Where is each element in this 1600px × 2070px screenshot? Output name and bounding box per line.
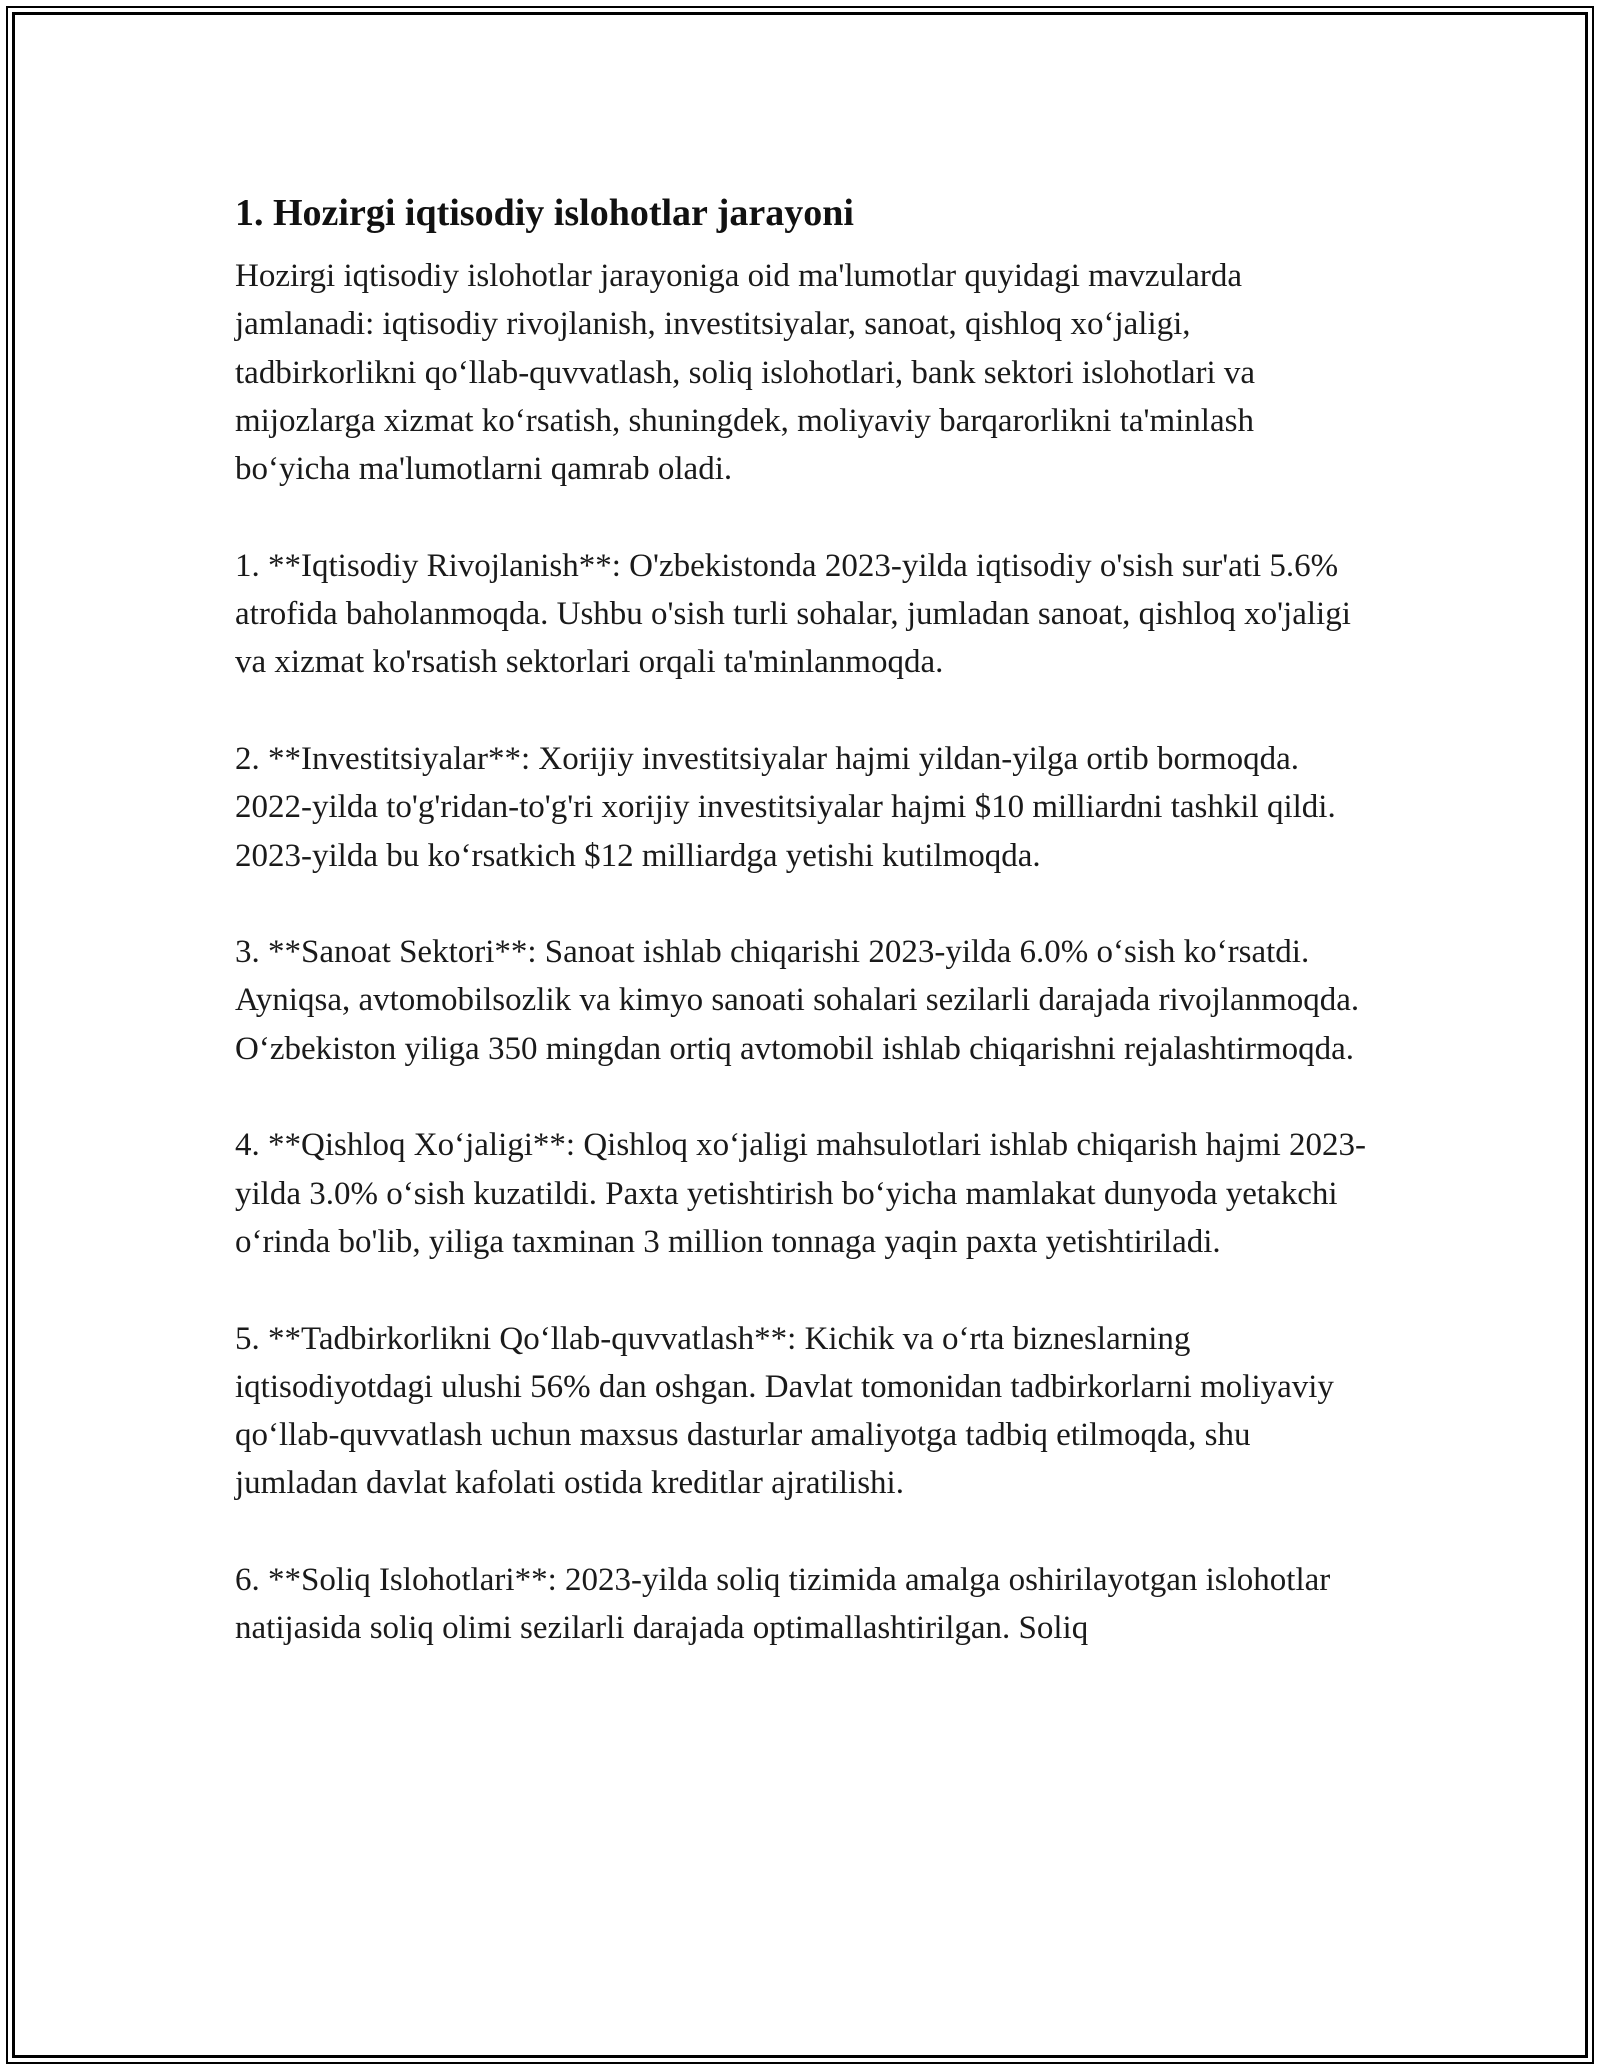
paragraph-tadbirkorlik: 5. **Tadbirkorlikni Qo‘llab-quvvatlash**: Kichik va o‘rta bizneslarning iqtisodiyotdagi ulushi 56% dan oshgan. Davlat tomonidan tadbirkorlarni moliyaviy qo‘llab-quvvatlash uchun maxsus dasturlar amaliyotga tadbiq etilmoqda, shu jumladan davlat kafolati ostida kreditlar ajratilishi. — [235, 1320, 1334, 1502]
paragraph-sanoat-sektori: 3. **Sanoat Sektori**: Sanoat ishlab chiqarishi 2023-yilda 6.0% o‘sish ko‘rsatdi. Ayniqsa, avtomobilsozlik va kimyo sanoati sohalari sezilarli darajada rivojlanmoqda. O‘zbekiston yiliga 350 mingdan ortiq avtomobil ishlab chiqarishni rejalashtirmoqda. — [235, 934, 1360, 1067]
paragraph-soliq-islohotlari: 6. **Soliq Islohotlari**: 2023-yilda soliq tizimida amalga oshirilayotgan islohotlar natijasida soliq olimi sezilarli darajada optimallashtirilgan. Soliq — [235, 1562, 1331, 1647]
paragraph-investitsiyalar: 2. **Investitsiyalar**: Xorijiy investitsiyalar hajmi yildan-yilga ortib bormoqda. 2022-yilda to'g'ridan-to'g'ri xorijiy investitsiyalar hajmi $10 milliardni tashkil qildi. 2023-yilda bu ko‘rsatkich $12 milliardga yetishi kutilmoqda. — [235, 740, 1336, 874]
document-body — [235, 188, 1375, 1701]
paragraph-qishloq-xojaligi: 4. **Qishloq Xo‘jaligi**: Qishloq xo‘jaligi mahsulotlari ishlab chiqarish hajmi 2023-yilda 3.0% o‘sish kuzatildi. Paxta yetishtirish bo‘yicha mamlakat dunyoda yetakchi o‘rinda bo'lib, yiliga taxminan 3 million tonnaga yaqin paxta yetishtiriladi. — [235, 1127, 1367, 1260]
document-title: 1. Hozirgi iqtisodiy islohotlar jarayoni — [235, 192, 854, 234]
intro-paragraph: Hozirgi iqtisodiy islohotlar jarayoniga oid ma'lumotlar quyidagi mavzularda jamlanadi: iqtisodiy rivojlanish, investitsiyalar, sanoat, qishloq xo‘jaligi, tadbirkorlikni qo‘llab-quvvatlash, soliq islohotlari, bank sektori islohotlari va mijozlarga xizmat ko‘rsatish, shuningdek, moliyaviy barqarorlikni ta'minlash bo‘yicha ma'lumotlarni qamrab oladi. — [235, 258, 1256, 488]
paragraph-iqtisodiy-rivojlanish: 1. **Iqtisodiy Rivojlanish**: O'zbekistonda 2023-yilda iqtisodiy o'sish sur'ati 5.6% atrofida baholanmoqda. Ushbu o'sish turli sohalar, jumladan sanoat, qishloq xo'jaligi va xizmat ko'rsatish sektorlari orqali ta'minlanmoqda. — [235, 547, 1351, 681]
